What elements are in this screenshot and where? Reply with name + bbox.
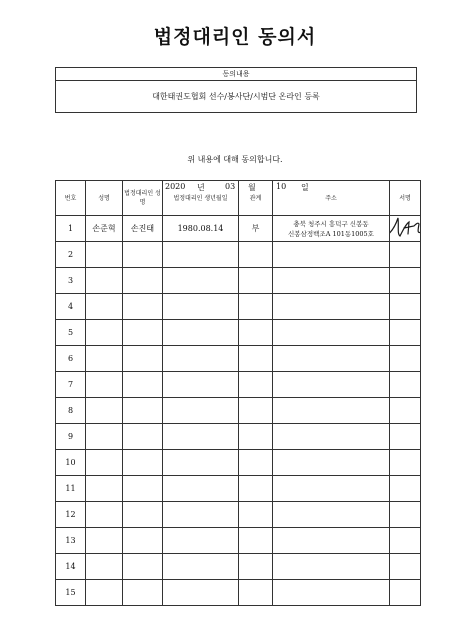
relation-cell [239, 372, 273, 398]
address-cell [273, 398, 390, 424]
row-number-text: 14 [65, 562, 76, 571]
student-name-cell [86, 450, 123, 476]
student-name-cell [86, 580, 123, 606]
student-name-cell [86, 476, 123, 502]
guardian-birthdate-cell [163, 528, 239, 554]
row-number-text: 9 [67, 432, 74, 441]
table-row [56, 242, 421, 268]
date-day: 10 [276, 182, 287, 191]
guardian-birthdate-cell [163, 424, 239, 450]
guardian-birthdate-cell [163, 554, 239, 580]
row-number-cell [56, 216, 86, 242]
table-row [56, 320, 421, 346]
address-cell [273, 528, 390, 554]
date-day-unit: 일 [301, 183, 309, 192]
address-cell [273, 580, 390, 606]
guardian-name-cell [123, 450, 163, 476]
row-number-text: 1 [67, 224, 74, 233]
relation-cell [239, 580, 273, 606]
row-number-text: 2 [67, 250, 74, 259]
row-number-text: 7 [67, 380, 74, 389]
table-row [56, 476, 421, 502]
table-row [56, 528, 421, 554]
table-body [56, 216, 421, 606]
student-name-cell [86, 398, 123, 424]
student-name-text: 손준혁 [92, 224, 116, 233]
guardian-name-text: 손진태 [130, 224, 155, 233]
guardian-birthdate-cell [163, 294, 239, 320]
student-name-cell [86, 372, 123, 398]
guardian-name-cell [123, 320, 163, 346]
signature-cell [390, 450, 421, 476]
signature-cell [390, 242, 421, 268]
handwritten-signature [390, 216, 421, 242]
relation-cell [239, 346, 273, 372]
row-number-text: 15 [65, 588, 76, 597]
student-name-cell [86, 320, 123, 346]
relation-cell [239, 476, 273, 502]
address-cell [273, 242, 390, 268]
row-number-cell [56, 242, 86, 268]
signature-cell [390, 346, 421, 372]
guardian-name-cell [123, 242, 163, 268]
student-name-cell [86, 346, 123, 372]
student-name-cell [86, 268, 123, 294]
guardian-birthdate-cell [163, 502, 239, 528]
row-number-text: 3 [67, 276, 74, 285]
signature-cell [390, 424, 421, 450]
address-cell [273, 424, 390, 450]
row-number-cell [56, 268, 86, 294]
table-row [56, 450, 421, 476]
header-guardian-birth: 법정대리인 생년월일 [163, 181, 239, 216]
table-row [56, 502, 421, 528]
guardian-name-cell [123, 424, 163, 450]
student-name-cell [86, 242, 123, 268]
row-number-cell [56, 346, 86, 372]
row-number-text: 11 [65, 484, 76, 493]
guardian-name-cell [123, 580, 163, 606]
guardian-birthdate-text: 1980.08.14 [177, 224, 224, 233]
consent-header: 동의내용 [56, 68, 416, 81]
relation-cell [239, 242, 273, 268]
address-cell [273, 502, 390, 528]
guardian-name-cell [123, 372, 163, 398]
relation-cell [239, 268, 273, 294]
date-year-unit: 년 [197, 183, 205, 192]
address-cell [273, 268, 390, 294]
header-relation: 관계 [239, 181, 273, 216]
row-number-text: 5 [67, 328, 74, 337]
row-number-text: 12 [65, 510, 76, 519]
address-cell [273, 450, 390, 476]
address-cell [273, 476, 390, 502]
signature-cell [390, 320, 421, 346]
signature-cell [390, 554, 421, 580]
signature-cell [390, 216, 421, 242]
guardian-roster-table [55, 180, 421, 606]
row-number-cell [56, 450, 86, 476]
relation-cell [239, 554, 273, 580]
table-row [56, 398, 421, 424]
signature-cell [390, 294, 421, 320]
date-month-unit: 월 [248, 183, 256, 192]
address-cell [273, 216, 390, 242]
guardian-birthdate-cell [163, 372, 239, 398]
row-number-cell [56, 294, 86, 320]
row-number-cell [56, 476, 86, 502]
address-line-2: 신봉삼정백조A 101동1005호 [288, 229, 374, 238]
guardian-birthdate-cell [163, 216, 239, 242]
relation-cell [239, 320, 273, 346]
header-address: 주소 [273, 181, 390, 216]
signature-cell [390, 476, 421, 502]
row-number-cell [56, 502, 86, 528]
signature-cell [390, 398, 421, 424]
consent-box [55, 67, 417, 113]
signature-cell [390, 528, 421, 554]
address-cell [273, 554, 390, 580]
relation-cell [239, 294, 273, 320]
student-name-cell [86, 554, 123, 580]
guardian-birthdate-cell [163, 398, 239, 424]
row-number-cell [56, 554, 86, 580]
date-year: 2020 [165, 182, 186, 191]
row-number-text: 10 [65, 458, 76, 467]
header-signature: 서명 [390, 181, 421, 216]
row-number-cell [56, 320, 86, 346]
guardian-name-cell [123, 528, 163, 554]
row-number-cell [56, 398, 86, 424]
relation-cell [239, 216, 273, 242]
header-number: 번호 [56, 181, 86, 216]
student-name-cell [86, 294, 123, 320]
guardian-name-cell [123, 346, 163, 372]
document-title: 법정대리인 동의서 [153, 26, 317, 48]
table-row [56, 372, 421, 398]
header-name: 성명 [86, 181, 123, 216]
student-name-cell [86, 216, 123, 242]
guardian-name-cell [123, 398, 163, 424]
relation-cell [239, 424, 273, 450]
guardian-name-cell [123, 268, 163, 294]
table-row [56, 216, 421, 242]
row-number-cell [56, 424, 86, 450]
table-row [56, 268, 421, 294]
relation-cell [239, 528, 273, 554]
guardian-name-cell [123, 554, 163, 580]
row-number-cell [56, 528, 86, 554]
guardian-name-cell [123, 502, 163, 528]
table-row [56, 580, 421, 606]
relation-cell [239, 450, 273, 476]
student-name-cell [86, 502, 123, 528]
signature-cell [390, 268, 421, 294]
relation-cell [239, 502, 273, 528]
signature-cell [390, 372, 421, 398]
header-guardian-name: 법정대리인 성명 [123, 181, 163, 216]
row-number-text: 6 [67, 354, 74, 363]
signature-cell [390, 502, 421, 528]
table-row [56, 554, 421, 580]
row-number-text: 8 [67, 406, 74, 415]
table-row [56, 294, 421, 320]
agreement-statement: 위 내용에 대해 동의합니다. [187, 155, 283, 164]
guardian-birthdate-cell [163, 580, 239, 606]
consent-content: 대한태권도협회 선수/봉사단/시범단 온라인 등록 [152, 92, 320, 101]
address-cell [273, 346, 390, 372]
guardian-birthdate-cell [163, 346, 239, 372]
guardian-birthdate-cell [163, 242, 239, 268]
row-number-cell [56, 580, 86, 606]
table-row [56, 424, 421, 450]
student-name-cell [86, 424, 123, 450]
guardian-name-cell [123, 294, 163, 320]
guardian-birthdate-cell [163, 320, 239, 346]
address-line-1: 충북 청주시 흥덕구 신봉동 [293, 219, 369, 228]
relation-text: 부 [251, 224, 260, 233]
address-cell [273, 320, 390, 346]
table-header-row [56, 181, 421, 216]
guardian-birthdate-cell [163, 450, 239, 476]
guardian-birthdate-cell [163, 268, 239, 294]
row-number-cell [56, 372, 86, 398]
address-cell [273, 294, 390, 320]
row-number-text: 13 [65, 536, 76, 545]
date-month: 03 [225, 182, 236, 191]
row-number-text: 4 [67, 302, 74, 311]
guardian-birthdate-cell [163, 476, 239, 502]
guardian-name-cell [123, 216, 163, 242]
student-name-cell [86, 528, 123, 554]
table-row [56, 346, 421, 372]
relation-cell [239, 398, 273, 424]
guardian-name-cell [123, 476, 163, 502]
signature-cell [390, 580, 421, 606]
address-cell [273, 372, 390, 398]
